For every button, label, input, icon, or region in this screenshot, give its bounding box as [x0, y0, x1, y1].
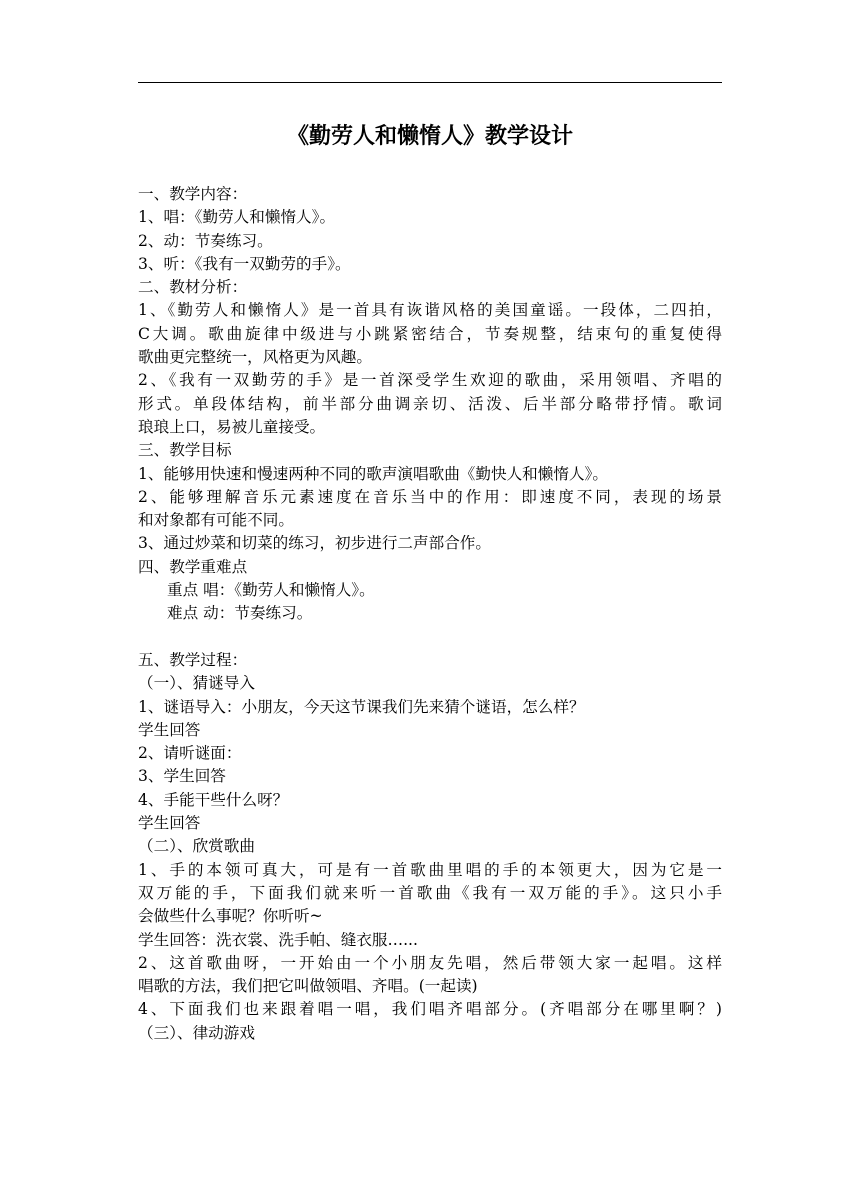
paragraph-line: 会做些什么事呢？你听听~: [138, 907, 323, 926]
subsection-heading: （三）、律动游戏: [138, 1023, 255, 1042]
subsection-heading: （二）、欣赏歌曲: [138, 837, 255, 856]
paragraph-line: 形式。单段体结构，前半部分曲调亲切、活泼、后半部分略带抒情。歌词: [138, 394, 722, 413]
paragraph-line: 1、唱：《勤劳人和懒惰人》。: [138, 208, 336, 227]
paragraph-line: 学生回答: [138, 814, 201, 833]
paragraph-line: 1、谜语导入：小朋友，今天这节课我们先来猜个谜语，怎么样？: [138, 697, 585, 716]
paragraph-line: 2、《我有一双勤劳的手》是一首深受学生欢迎的歌曲，采用领唱、齐唱的: [138, 371, 722, 390]
paragraph-line: 和对象都有可能不同。: [138, 511, 294, 530]
paragraph-line: 2、请听谜面：: [138, 744, 242, 763]
paragraph-line: 双万能的手，下面我们就来听一首歌曲《我有一双万能的手》。这只小手: [138, 883, 722, 902]
subsection-heading: （一）、猜谜导入: [138, 674, 255, 693]
paragraph-line: 1、《勤劳人和懒惰人》是一首具有诙谐风格的美国童谣。一段体，二四拍，: [138, 301, 722, 320]
paragraph-line: 4、手能干些什么呀？: [138, 790, 289, 809]
paragraph-line: 2、动：节奏练习。: [138, 231, 273, 250]
blank-line: [138, 626, 722, 649]
paragraph-line: 3、通过炒菜和切菜的练习，初步进行二声部合作。: [138, 534, 491, 553]
paragraph-line: 学生回答: [138, 720, 201, 739]
paragraph-line: 2、这首歌曲呀，一开始由一个小朋友先唱，然后带领大家一起唱。这样: [138, 953, 722, 972]
paragraph-line: 4、下面我们也来跟着唱一唱，我们唱齐唱部分。(齐唱部分在哪里啊？): [138, 1000, 722, 1019]
key-point-line: 重点 唱：《勤劳人和懒惰人》。: [167, 581, 375, 600]
paragraph-line: C大调。歌曲旋律中级进与小跳紧密结合，节奏规整，结束句的重复使得: [138, 324, 722, 343]
section-heading: 二、教材分析：: [138, 278, 248, 297]
document-title: 《勤劳人和懒惰人》教学设计: [286, 123, 573, 149]
paragraph-line: 歌曲更完整统一，风格更为风趣。: [138, 348, 372, 367]
paragraph-line: 3、听：《我有一双勤劳的手》。: [138, 254, 351, 273]
section-heading: 一、教学内容：: [138, 185, 248, 203]
paragraph-line: 3、学生回答: [138, 767, 226, 786]
section-heading: 四、教学重难点: [138, 557, 248, 576]
section-heading: 三、教学目标: [138, 441, 232, 460]
paragraph-line: 1、手的本领可真大，可是有一首歌曲里唱的手的本领更大，因为它是一: [138, 860, 722, 879]
paragraph-line: 琅琅上口，易被儿童接受。: [138, 417, 326, 436]
header-rule: [138, 82, 722, 83]
paragraph-line: 学生回答：洗衣裳、洗手帕、缝衣服…...: [138, 930, 418, 949]
difficult-point-line: 难点 动：节奏练习。: [167, 604, 313, 623]
document-body: [138, 183, 722, 1045]
paragraph-line: 2、能够理解音乐元素速度在音乐当中的作用：即速度不同，表现的场景: [138, 487, 722, 506]
section-heading: 五、教学过程：: [138, 650, 248, 669]
paragraph-line: 1、能够用快速和慢速两种不同的歌声演唱歌曲《勤快人和懒惰人》。: [138, 464, 608, 483]
paragraph-line: 唱歌的方法，我们把它叫做领唱、齐唱。(一起读): [138, 977, 478, 996]
